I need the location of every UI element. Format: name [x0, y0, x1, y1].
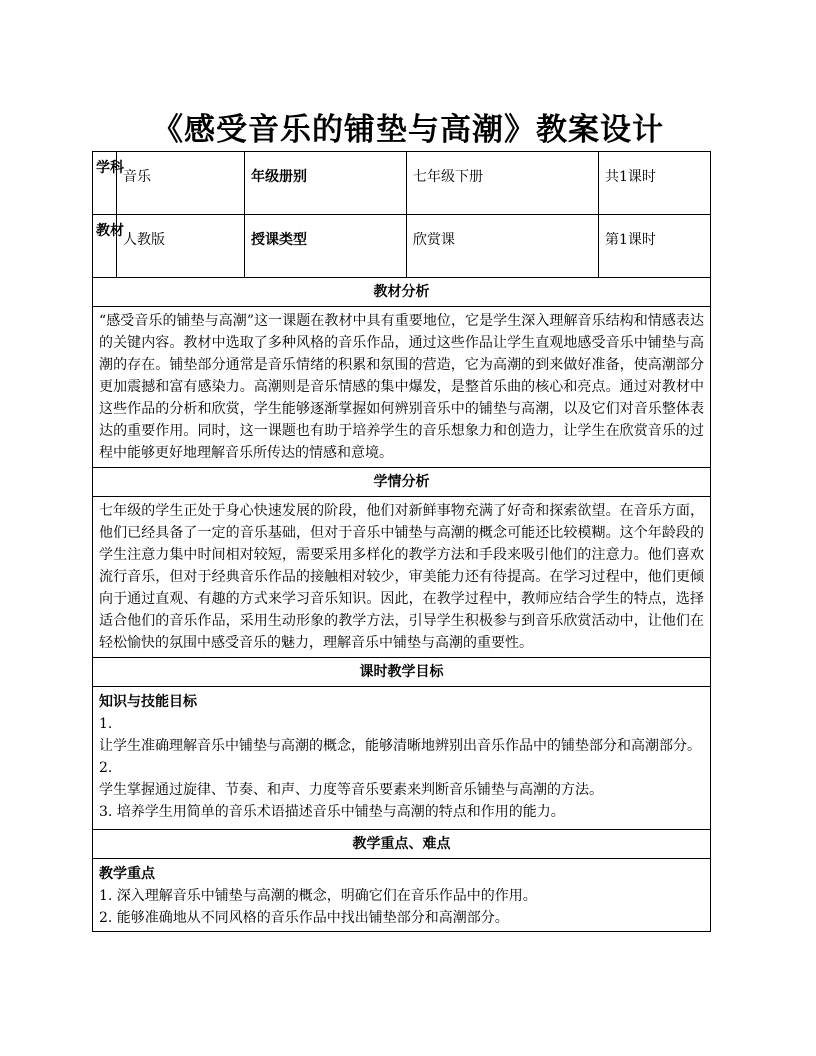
student-analysis-header: 学情分析 — [93, 468, 711, 497]
material-analysis-header: 教材分析 — [93, 278, 711, 307]
objective-3-text: 3. 培养学生用简单的音乐术语描述音乐中铺垫与高潮的特点和作用的能力。 — [99, 804, 565, 820]
info-row-2 — [93, 215, 711, 278]
material-analysis-row — [93, 307, 711, 468]
objectives-subtitle: 知识与技能目标 — [99, 694, 197, 710]
objective-1-text: 让学生准确理解音乐中铺垫与高潮的概念，能够清晰地辨别出音乐作品中的铺垫部分和高潮部分。 — [99, 738, 701, 754]
subject-label: 学科 — [93, 152, 117, 215]
student-analysis-body: 七年级的学生正处于身心快速发展的阶段，他们对新鲜事物充满了好奇和探索欲望。在音乐方面，他们已经具备了一定的音乐基础，但对于音乐中铺垫与高潮的概念可能还比较模糊。这个年龄段的学生注意力集中时间相对较短，需要采用多样化的教学方法和手段来吸引他们的注意力。他们喜欢流行音乐，但对于经典音乐作品的接触相对较少，审美能力还有待提高。在学习过程中，他们更倾向于通过直观、有趣的方式来学习音乐知识。因此，在教学过程中，教师应结合学生的特点，选择适合他们的音乐作品，采用生动形象的教学方法，引导学生积极参与到音乐欣赏活动中，让他们在轻松愉快的氛围中感受音乐的魅力，理解音乐中铺垫与高潮的重要性。 — [93, 497, 711, 658]
keypoints-cell — [93, 859, 711, 932]
objective-2-number: 2. — [99, 760, 113, 776]
material-analysis-header-row — [93, 278, 711, 307]
subject-value: 音乐 — [117, 152, 245, 215]
objectives-header-row — [93, 658, 711, 687]
keypoints-header-row — [93, 830, 711, 859]
keypoints-header: 教学重点、难点 — [93, 830, 711, 859]
textbook-label: 教材 — [93, 215, 117, 278]
objective-1-number: 1. — [99, 716, 113, 732]
keypoints-subtitle: 教学重点 — [99, 866, 155, 882]
objectives-row — [93, 687, 711, 830]
current-period: 第1课时 — [599, 215, 711, 278]
objectives-header: 课时教学目标 — [93, 658, 711, 687]
document-title: 《感受音乐的铺垫与高潮》教案设计 — [152, 112, 664, 148]
keypoint-1: 1. 深入理解音乐中铺垫与高潮的概念，明确它们在音乐作品中的作用。 — [99, 888, 537, 904]
material-analysis-body: “感受音乐的铺垫与高潮”这一课题在教材中具有重要地位，它是学生深入理解音乐结构和情感表达的关键内容。教材中选取了多种风格的音乐作品，通过这些作品让学生直观地感受音乐中铺垫与高潮的存在。铺垫部分通常是音乐情绪的积累和氛围的营造，它为高潮的到来做好准备，使高潮部分更加震撼和富有感染力。高潮则是音乐情感的集中爆发，是整首乐曲的核心和亮点。通过对教材中这些作品的分析和欣赏，学生能够逐渐掌握如何辨别音乐中的铺垫与高潮，以及它们对音乐整体表达的重要作用。同时，这一课题也有助于培养学生的音乐想象力和创造力，让学生在欣赏音乐的过程中能够更好地理解音乐所传达的情感和意境。 — [93, 307, 711, 468]
total-periods: 共1课时 — [599, 152, 711, 215]
grade-value: 七年级下册 — [407, 152, 599, 215]
objectives-cell — [93, 687, 711, 830]
keypoint-2: 2. 能够准确地从不同风格的音乐作品中找出铺垫部分和高潮部分。 — [99, 910, 509, 926]
grade-label: 年级册别 — [245, 152, 407, 215]
textbook-value: 人教版 — [117, 215, 245, 278]
keypoints-row — [93, 859, 711, 932]
student-analysis-row — [93, 497, 711, 658]
objective-2-text: 学生掌握通过旋律、节奏、和声、力度等音乐要素来判断音乐铺垫与高潮的方法。 — [99, 782, 603, 798]
info-row-1 — [93, 152, 711, 215]
student-analysis-header-row — [93, 468, 711, 497]
lesson-type-label: 授课类型 — [245, 215, 407, 278]
lesson-plan-table — [92, 151, 711, 932]
lesson-type-value: 欣赏课 — [407, 215, 599, 278]
